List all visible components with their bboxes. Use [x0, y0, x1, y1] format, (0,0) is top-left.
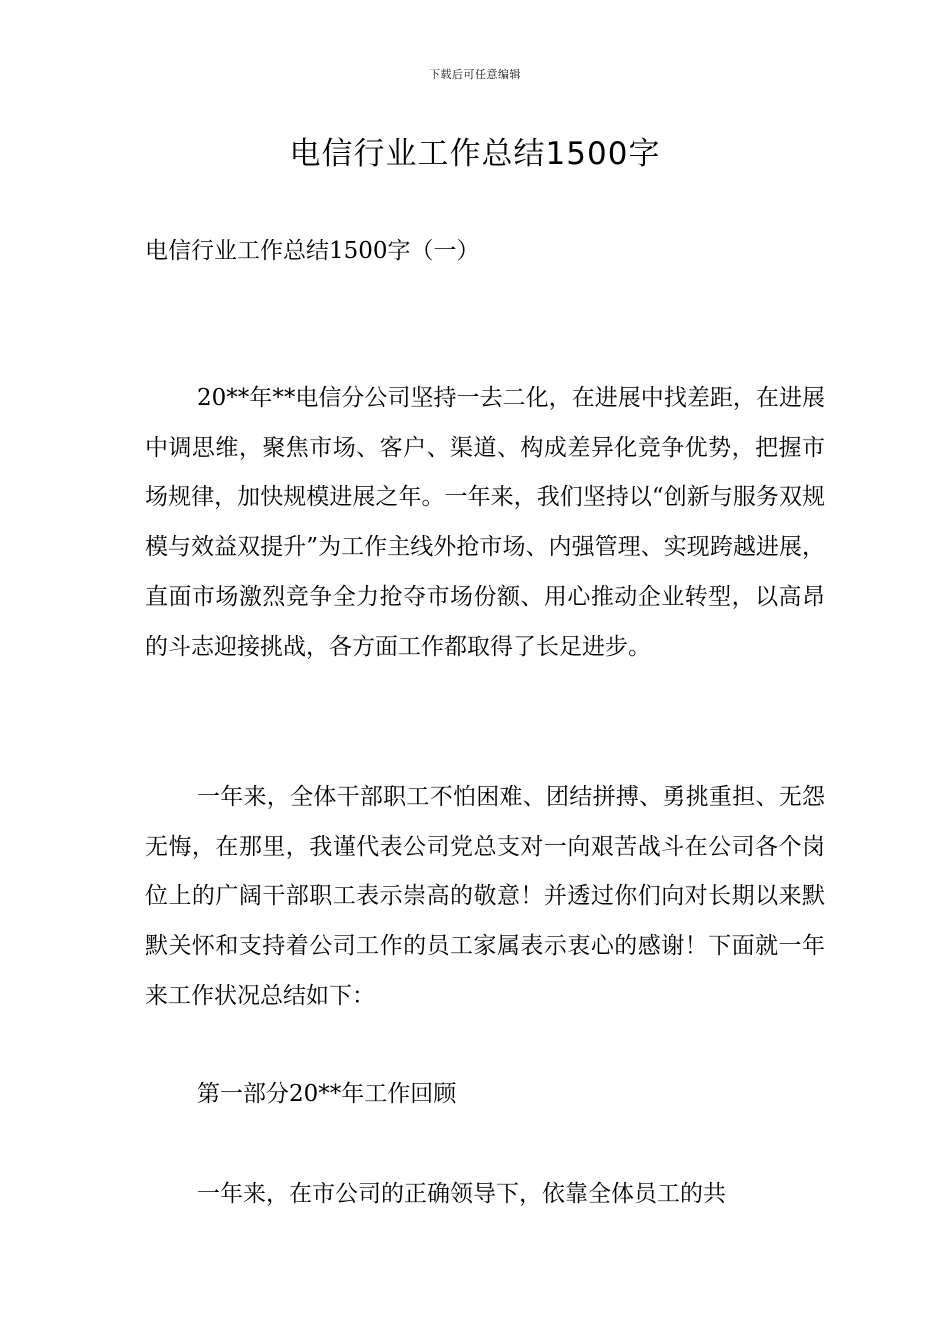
paragraph-intro: 20**年**电信分公司坚持一去二化，在进展中找差距，在进展中调思维，聚焦市场、客户、渠道、构成差异化竞争优势，把握市场规律，加快规模进展之年。一年来，我们坚持以“创新与服务双规模与效益双提升”为工作主线外抢市场、内强管理、实现跨越进展，直面市场激烈竞争全力抢夺市场份额、用心推动企业转型，以高昂的斗志迎接挑战，各方面工作都取得了长足进步。 — [145, 385, 825, 660]
section-heading-part-one: 第一部分20**年工作回顾 — [197, 1081, 457, 1107]
paragraph-thanks: 一年来，全体干部职工不怕困难、团结拼搏、勇挑重担、无怨无悔，在那里，我谨代表公司党总支对一向艰苦战斗在公司各个岗位上的广阔干部职工表示崇高的敬意！并透过你们向对长期以来默默关怀和支持着公司工作的员工家属表示衷心的感谢！下面就一年来工作状况总结如下： — [145, 784, 825, 1009]
header-note: 下载后可任意编辑 — [429, 68, 521, 81]
section-subtitle: 电信行业工作总结1500字（一） — [145, 238, 480, 264]
paragraph-review-start: 一年来，在市公司的正确领导下，依靠全体员工的共 — [197, 1181, 726, 1207]
document-title: 电信行业工作总结1500字 — [289, 136, 661, 172]
